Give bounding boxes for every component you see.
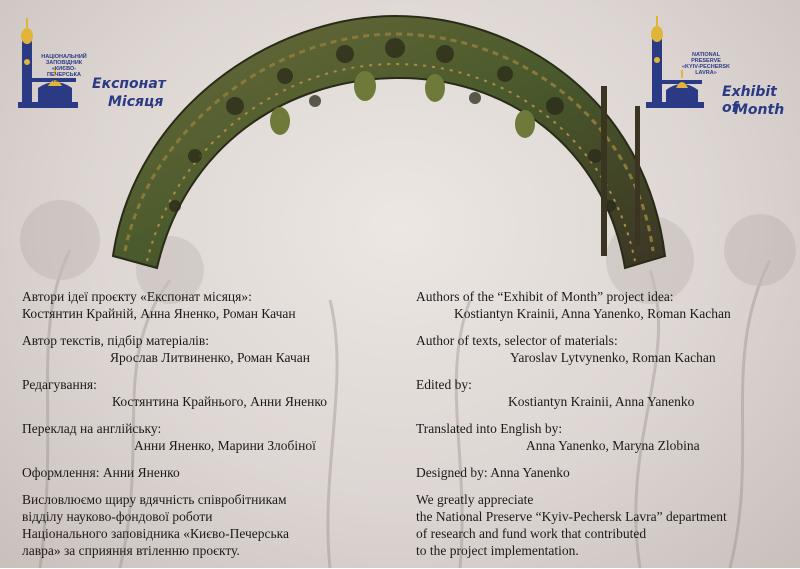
- credit-block-idea-authors: [22, 288, 402, 322]
- org-line: НАЦІОНАЛЬНИЙ: [41, 54, 87, 60]
- acknowledgement-line: We greatly appreciate: [416, 492, 534, 507]
- credits-english: [416, 288, 796, 569]
- credit-heading: Edited by:: [416, 377, 472, 392]
- credit-heading: Authors of the “Exhibit of Month” project idea:: [416, 289, 674, 304]
- organization-name: [38, 54, 90, 84]
- acknowledgement-text: [22, 491, 402, 559]
- credit-block-translation: [416, 420, 796, 454]
- credit-block-design: [22, 464, 402, 481]
- credit-heading: Designed by: Anna Yanenko: [416, 465, 570, 480]
- acknowledgement-line: the National Preserve “Kyiv-Pechersk Lavra” department: [416, 509, 727, 524]
- credit-heading: Оформлення: Анни Яненко: [22, 465, 180, 480]
- carved-arch-exhibit-image: [105, 6, 685, 276]
- org-line: «KYIV-PECHERSK: [682, 64, 730, 70]
- credit-heading: Автор текстів, підбір матеріалів:: [22, 333, 210, 348]
- acknowledgement-line: Національного заповідника «Києво-Печерська: [22, 526, 290, 541]
- logo-title-line2: Місяця: [108, 94, 164, 110]
- credit-block-editing: [416, 376, 796, 410]
- credit-block-translation: [22, 420, 402, 454]
- acknowledgement-text: [416, 491, 796, 559]
- credit-names: Костянтин Крайній, Анна Яненко, Роман Качан: [22, 306, 296, 321]
- credit-heading: Редагування:: [22, 377, 97, 392]
- acknowledgement-line: to the project implementation.: [416, 543, 579, 558]
- credit-names: Kostiantyn Krainii, Anna Yanenko, Roman Kachan: [454, 306, 731, 321]
- credit-names: Anna Yanenko, Maryna Zlobina: [526, 438, 700, 453]
- credit-heading: Автори ідеї проєкту «Експонат місяця»:: [22, 289, 252, 304]
- credit-names: Ярослав Литвиненко, Роман Качан: [110, 350, 310, 365]
- logo-title-line1: Exhibit of: [722, 84, 777, 116]
- credit-names: Костянтина Крайнього, Анни Яненко: [112, 394, 327, 409]
- credit-block-design: [416, 464, 796, 481]
- acknowledgement-line: of research and fund work that contributed: [416, 526, 647, 541]
- logo-title-line1: Експонат: [92, 76, 166, 92]
- acknowledgement-line: відділу науково-фондової роботи: [22, 509, 213, 524]
- credit-heading: Переклад на англійську:: [22, 421, 162, 436]
- acknowledgement-line: Висловлюємо щиру вдячність співробітникам: [22, 492, 287, 507]
- org-line: ЛАВРА»: [52, 78, 76, 84]
- org-line: PRESERVE: [691, 58, 721, 64]
- organization-name: [680, 52, 732, 76]
- credit-block-text-author: [22, 332, 402, 366]
- org-line: «КИЄВО-ПЕЧЕРСЬКА: [47, 66, 81, 78]
- acknowledgement-line: лавра» за сприяння втіленню проєкту.: [22, 543, 240, 558]
- credit-heading: Translated into English by:: [416, 421, 563, 436]
- credit-block-editing: [22, 376, 402, 410]
- logo-title-line2: Month: [734, 102, 785, 118]
- org-line: NATIONAL: [691, 52, 720, 58]
- credit-names: Kostiantyn Krainii, Anna Yanenko: [508, 394, 695, 409]
- credit-names: Yaroslav Lytvynenko, Roman Kachan: [510, 350, 716, 365]
- org-line: ЗАПОВІДНИК: [45, 60, 83, 66]
- credit-block-text-author: [416, 332, 796, 366]
- credit-names: Анни Яненко, Марини Злобіної: [134, 438, 316, 453]
- credit-block-idea-authors: [416, 288, 796, 322]
- org-line: LAVRA»: [695, 70, 717, 76]
- credits-ukrainian: [22, 288, 402, 569]
- credit-heading: Author of texts, selector of materials:: [416, 333, 618, 348]
